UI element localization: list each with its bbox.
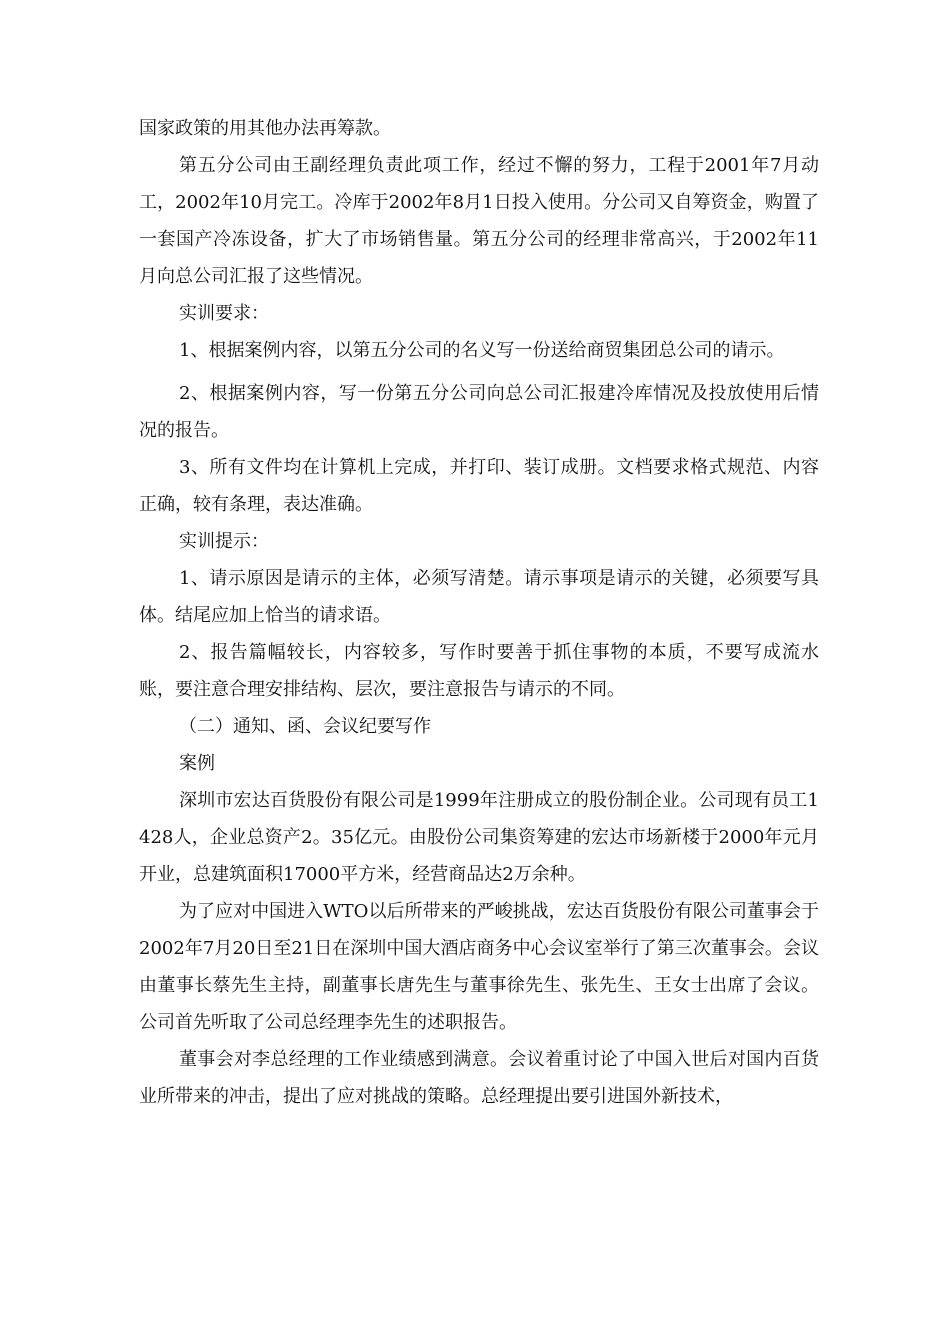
paragraph: 1、根据案例内容，以第五分公司的名义写一份送给商贸集团总公司的请示。 [179, 340, 785, 361]
paragraph: 董事会对李总经理的工作业绩感到满意。会议着重讨论了中国入世后对国内百货业所带来的冲击，提出了应对挑战的策略。总经理提出要引进国外新技术， [139, 1049, 819, 1107]
paragraph: 1、请示原因是请示的主体，必须写清楚。请示事项是请示的关键，必须要写具体。结尾应加上恰当的请求语。 [139, 568, 819, 626]
paragraph: 第五分公司由王副经理负责此项工作，经过不懈的努力，工程于2001年7月动工，2002年10月完工。冷库于2002年8月1日投入使用。分公司又自筹资金，购置了一套国产冷冻设备，扩大了市场销售量。第五分公司的经理非常高兴，于2002年11月向总公司汇报了这些情况。 [139, 155, 819, 287]
paragraph: 国家政策的用其他办法再筹款。 [139, 118, 391, 139]
paragraph: 3、所有文件均在计算机上完成，并打印、装订成册。文档要求格式规范、内容正确，较有条理，表达准确。 [139, 457, 819, 515]
section-heading: （二）通知、函、会议纪要写作 [179, 716, 431, 737]
section-heading: 案例 [179, 753, 215, 774]
document-body [139, 110, 819, 1115]
section-heading: 实训提示： [179, 531, 269, 552]
paragraph: 2、根据案例内容，写一份第五分公司向总公司汇报建冷库情况及投放使用后情况的报告。 [139, 383, 819, 441]
paragraph: 为了应对中国进入WTO以后所带来的严峻挑战，宏达百货股份有限公司董事会于2002年7月20日至21日在深圳中国大酒店商务中心会议室举行了第三次董事会。会议由董事长蔡先生主持，副董事长唐先生与董事徐先生、张先生、王女士出席了会议。公司首先听取了公司总经理李先生的述职报告。 [139, 901, 819, 1033]
paragraph: 2、报告篇幅较长，内容较多，写作时要善于抓住事物的本质，不要写成流水账，要注意合理安排结构、层次，要注意报告与请示的不同。 [139, 642, 819, 700]
paragraph: 深圳市宏达百货股份有限公司是1999年注册成立的股份制企业。公司现有员工1428人，企业总资产2。35亿元。由股份公司集资筹建的宏达市场新楼于2000年元月开业，总建筑面积17000平方米，经营商品达2万余种。 [139, 790, 819, 885]
paragraph: 实训要求： [179, 303, 269, 324]
